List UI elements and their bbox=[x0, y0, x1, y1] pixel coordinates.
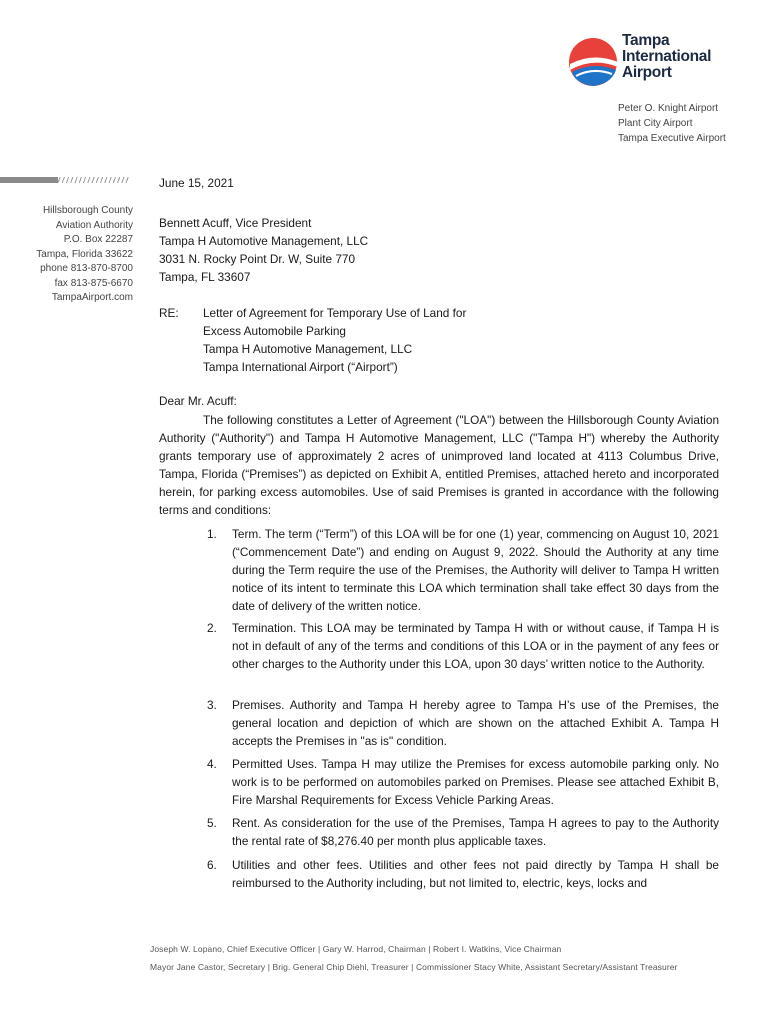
contact-line: phone 813-870-8700 bbox=[40, 263, 133, 274]
address-line: Tampa, FL 33607 bbox=[159, 270, 251, 284]
contact-line: Tampa, Florida 33622 bbox=[36, 248, 133, 260]
term-number: 3. bbox=[207, 698, 217, 712]
logo-wordmark bbox=[622, 33, 711, 81]
contact-line: fax 813-875-6670 bbox=[54, 277, 133, 289]
intro-text: The following constitutes a Letter of Agreement ("LOA") between the Hillsborough County Aviation Authority ("Authority") and Tampa H Automotive Management, LLC ("Tampa H") whereby the Authority grants temporary use of approximately 2 acres of unimproved land located at 4113 Columbus Drive, Tampa, Florida (“Premises”) as depicted on Exhibit A, entitled Premises, attached hereto and incorporated herein, for parking excess automobiles. Use of said Premises is granted in accordance with the following terms and conditions: bbox=[159, 413, 719, 517]
logo-line: International bbox=[622, 48, 712, 65]
address-line: 3031 N. Rocky Point Dr. W, Suite 770 bbox=[159, 252, 356, 266]
term-number: 5. bbox=[207, 816, 217, 830]
contact-line: Aviation Authority bbox=[55, 219, 133, 231]
logo-line: Airport bbox=[622, 64, 672, 81]
term-number: 1. bbox=[207, 527, 217, 541]
logo-line: Tampa bbox=[622, 32, 670, 49]
address-line: Bennett Acuff, Vice President bbox=[159, 216, 312, 230]
term-text: Termination. This LOA may be terminated by Tampa H with or without cause, if Tampa H is not in default of any of the terms and conditions of this LOA or in the payment of any fees or other charges to the Authority under this LOA, upon 30 days’ written notice to the Authority. bbox=[232, 621, 719, 671]
authority-contact bbox=[0, 204, 133, 306]
airport-name: Tampa Executive Airport bbox=[618, 133, 726, 144]
re-line: Tampa H Automotive Management, LLC bbox=[203, 342, 413, 356]
re-subject bbox=[203, 304, 703, 376]
contact-line: Hillsborough County bbox=[42, 205, 133, 216]
recipient-address bbox=[159, 214, 719, 286]
term-text: Term. The term (“Term”) of this LOA will be for one (1) year, commencing on August 10, 2021 (“Commencement Date”) and ending on August 9, 2022. Should the Authority at any time during the Term require the use of the Premises, the Authority will deliver to Tampa H written notice of its intent to terminate this LOA which termination shall take effect 30 days from the date of delivery of the written notice. bbox=[232, 527, 719, 613]
airport-name: Peter O. Knight Airport bbox=[618, 103, 719, 114]
term-number: 6. bbox=[207, 858, 217, 872]
airport-name: Plant City Airport bbox=[618, 118, 693, 129]
term-text: Premises. Authority and Tampa H hereby agree to Tampa H’s use of the Premises, the general location and depiction of which are shown on the attached Exhibit A. Tampa H accepts the Premises in "as is" condition. bbox=[232, 698, 719, 748]
contact-line: P.O. Box 22287 bbox=[63, 234, 133, 245]
re-line: Excess Automobile Parking bbox=[203, 324, 346, 338]
footer-officers: Joseph W. Lopano, Chief Executive Officer | Gary W. Harrod, Chairman | Robert I. Watkins, Vice Chairman bbox=[150, 944, 562, 954]
other-airports bbox=[618, 101, 726, 146]
re-line: Tampa International Airport (“Airport”) bbox=[203, 360, 398, 374]
re-line: Letter of Agreement for Temporary Use of Land for bbox=[203, 306, 467, 320]
term-number: 4. bbox=[207, 757, 217, 771]
term-text: Utilities and other fees. Utilities and other fees not paid directly by Tampa H shall be reimbursed to the Authority including, but not limited to, electric, keys, locks and bbox=[232, 858, 719, 890]
address-line: Tampa H Automotive Management, LLC bbox=[159, 234, 369, 248]
term-text: Rent. As consideration for the use of the Premises, Tampa H agrees to pay to the Authority the rental rate of $8,276.40 per month plus applicable taxes. bbox=[232, 816, 719, 848]
letter-date: June 15, 2021 bbox=[159, 176, 234, 190]
website-link[interactable]: TampaAirport.com bbox=[51, 292, 133, 303]
term-text: Permitted Uses. Tampa H may utilize the Premises for excess automobile parking only. No work is to be performed on automobiles parked on Premises. Please see attached Exhibit B, Fire Marshal Requirements for Excess Vehicle Parking Areas. bbox=[232, 757, 719, 807]
intro-paragraph bbox=[159, 411, 719, 519]
salutation: Dear Mr. Acuff: bbox=[159, 394, 237, 408]
re-label: RE: bbox=[159, 306, 179, 320]
term-number: 2. bbox=[207, 621, 217, 635]
footer-board: Mayor Jane Castor, Secretary | Brig. General Chip Diehl, Treasurer | Commissioner Stacy White, Assistant Secretary/Assistant Treasurer bbox=[150, 962, 678, 972]
header-rule bbox=[0, 177, 130, 183]
